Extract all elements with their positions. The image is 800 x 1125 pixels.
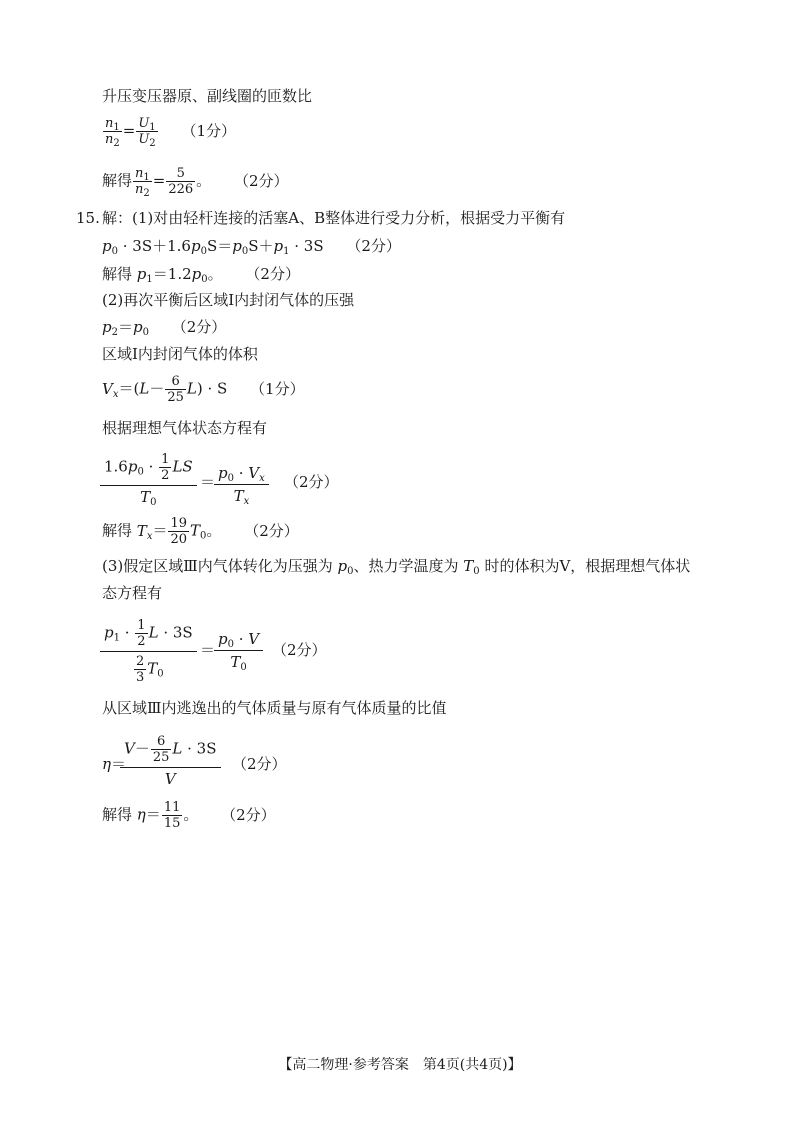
formula-eta: V－ $\frac{6}{25}$ L · 3S V: [120, 734, 221, 788]
volume-label: 区域Ⅰ内封闭气体的体积: [102, 345, 258, 363]
page-footer: 【高二物理·参考答案 第4页(共4页)】: [278, 1057, 522, 1073]
formula-volume: $V_x=(L-$ $\frac{6}{25}$ L) · S （1分）: [102, 374, 305, 405]
formula-turns-result: 解得 $\frac{n_1}{n_2}$ = $\frac{5}{226}$ 。 （2分）: [102, 166, 289, 199]
ideal-gas-text-1: 根据理想气体状态方程有: [102, 419, 268, 437]
formula-state-lhs: $1.6p_0$ · $\frac{1}{2}$ LS $T_0$: [100, 452, 197, 506]
formula-eta-result: 解得 η＝ $\frac{11}{15}$ 。 （2分）: [102, 800, 276, 831]
part3-line2: 态方程有: [102, 584, 163, 602]
formula-region3-lhs: $p_1$ · $\frac{1}{2}$ L · 3S $\frac{2}{3}$ $T_0$: [100, 618, 197, 685]
formula-turns-ratio: $\frac{n_1}{n_2}$ = $\frac{U_1}{U_2}$ （1分）: [105, 116, 236, 149]
points-label: （1分）: [181, 121, 236, 140]
formula-state-rhs: $\frac{p_0 \cdot V_x}{T_x}$: [214, 464, 269, 505]
formula-p1-result: 解得 $p_1=1.2p_0$。 （2分）: [102, 265, 300, 285]
part3-line1: (3)假定区域Ⅲ内气体转化为压强为 $p_0$、热力学温度为 $T_0$ 时的体积为V，根据理想气体状: [102, 557, 691, 577]
part2-text: (2)再次平衡后区域Ⅰ内封闭气体的压强: [102, 291, 355, 309]
points-label: （2分）: [272, 641, 327, 659]
points-label: （2分）: [232, 755, 287, 773]
formula-force-balance: $p_0 \cdot 3S+1.6p_0S=p_0S+p_1 \cdot 3S$ （2分）: [102, 237, 401, 257]
escape-text: 从区域Ⅲ内逃逸出的气体质量与原有气体质量的比值: [102, 699, 447, 717]
formula-region3-rhs: $\frac{p_0 \cdot V}{T_0}$: [214, 630, 263, 671]
question-number: 15.: [76, 209, 100, 227]
formula-p2: $p_2=p_0$ （2分）: [102, 318, 227, 338]
formula-tx-result: 解得 $T_x=$ $\frac{19}{20}$ $T_0$。 （2分）: [102, 516, 299, 547]
equals-sign: ＝: [200, 473, 216, 491]
equals-sign: ＝: [200, 641, 216, 659]
text-line-turns-ratio: 升压变压器原、副线圈的匝数比: [102, 87, 313, 105]
q15-intro: 解：(1)对由轻杆连接的活塞A、B整体进行受力分析，根据受力平衡有: [102, 209, 566, 227]
eta-symbol: η＝: [102, 755, 127, 773]
points-label: （2分）: [284, 473, 339, 491]
